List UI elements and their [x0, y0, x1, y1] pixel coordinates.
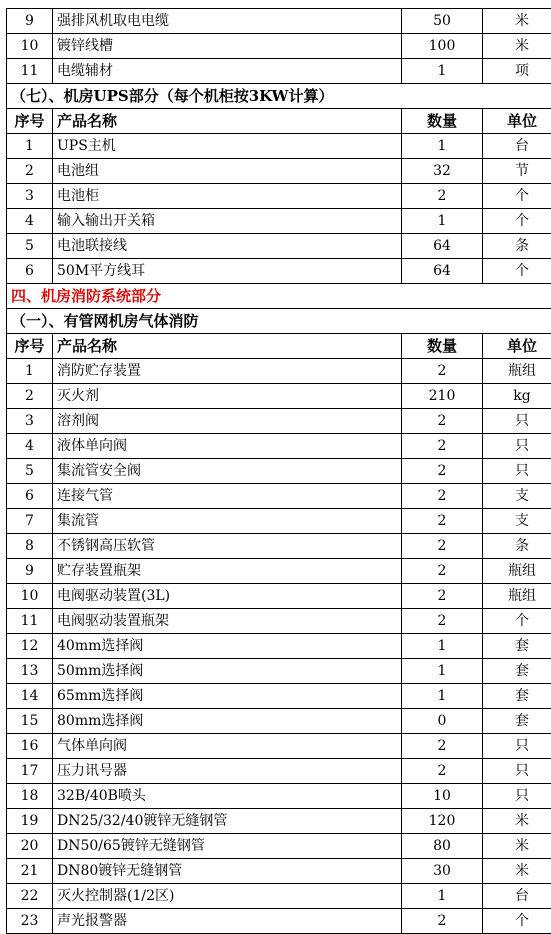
quantity-cell: 0: [402, 709, 483, 734]
unit-cell: 套: [483, 684, 551, 709]
table-row: [7, 909, 551, 934]
row-number-cell: 10: [7, 34, 53, 59]
product-name-cell: 集流管: [53, 509, 402, 534]
unit-cell: 项: [483, 59, 551, 84]
product-name-cell: 灭火剂: [53, 384, 402, 409]
unit-cell: 瓶组: [483, 584, 551, 609]
row-number-cell: 20: [7, 834, 53, 859]
product-name-cell: 声光报警器: [53, 909, 402, 934]
section-gas-fire: [7, 309, 551, 334]
row-number-cell: 7: [7, 509, 53, 534]
product-name-cell: 65mm选择阀: [53, 684, 402, 709]
table-row: [7, 359, 551, 384]
unit-cell: 瓶组: [483, 359, 551, 384]
section-gas-fire-title: （一）、有管网机房气体消防: [7, 309, 551, 334]
unit-cell: 条: [483, 534, 551, 559]
row-number-cell: 1: [7, 359, 53, 384]
row-number-cell: 12: [7, 634, 53, 659]
unit-cell: 米: [483, 9, 551, 34]
unit-cell: 支: [483, 484, 551, 509]
section-fire-system-title: 四、机房消防系统部分: [7, 284, 551, 309]
product-name-cell: 溶剂阀: [53, 409, 402, 434]
unit-cell: 台: [483, 884, 551, 909]
table-row: [7, 259, 551, 284]
table-row: [7, 509, 551, 534]
row-number-cell: 6: [7, 484, 53, 509]
product-name-cell: 不锈钢高压软管: [53, 534, 402, 559]
quantity-cell: 10: [402, 784, 483, 809]
quantity-cell: 2: [402, 734, 483, 759]
header-unit: 单位: [483, 109, 551, 134]
table-row: [7, 484, 551, 509]
table-row: [7, 559, 551, 584]
table-row: [7, 434, 551, 459]
table-row: [7, 384, 551, 409]
product-name-cell: 电阀驱动装置瓶架: [53, 609, 402, 634]
quantity-cell: 1: [402, 59, 483, 84]
section-ups: [7, 84, 551, 109]
quantity-cell: 2: [402, 184, 483, 209]
table-row: [7, 859, 551, 884]
product-name-cell: 消防贮存装置: [53, 359, 402, 384]
product-name-cell: 50mm选择阀: [53, 659, 402, 684]
product-name-cell: 强排风机取电电缆: [53, 9, 402, 34]
product-name-cell: 连接气管: [53, 484, 402, 509]
product-name-cell: 电池组: [53, 159, 402, 184]
table-row: [7, 234, 551, 259]
unit-cell: 个: [483, 609, 551, 634]
product-name-cell: 40mm选择阀: [53, 634, 402, 659]
quantity-cell: 64: [402, 234, 483, 259]
row-number-cell: 9: [7, 9, 53, 34]
product-name-cell: 电池联接线: [53, 234, 402, 259]
header-unit: 单位: [483, 334, 551, 359]
row-number-cell: 22: [7, 884, 53, 909]
quantity-cell: 1: [402, 209, 483, 234]
product-name-cell: 气体单向阀: [53, 734, 402, 759]
product-name-cell: 32B/40B喷头: [53, 784, 402, 809]
product-name-cell: DN80镀锌无缝钢管: [53, 859, 402, 884]
table-row: [7, 34, 551, 59]
quantity-cell: 120: [402, 809, 483, 834]
unit-cell: 节: [483, 159, 551, 184]
unit-cell: 瓶组: [483, 559, 551, 584]
row-number-cell: 5: [7, 234, 53, 259]
product-name-cell: DN25/32/40镀锌无缝钢管: [53, 809, 402, 834]
row-number-cell: 18: [7, 784, 53, 809]
unit-cell: 米: [483, 859, 551, 884]
unit-cell: 台: [483, 134, 551, 159]
table-row: [7, 734, 551, 759]
header-no: 序号: [7, 334, 53, 359]
row-number-cell: 13: [7, 659, 53, 684]
table-row: [7, 809, 551, 834]
table-row: [7, 59, 551, 84]
quantity-cell: 64: [402, 259, 483, 284]
unit-cell: kg: [483, 384, 551, 409]
unit-cell: 个: [483, 259, 551, 284]
row-number-cell: 11: [7, 59, 53, 84]
product-name-cell: 电池柜: [53, 184, 402, 209]
row-number-cell: 16: [7, 734, 53, 759]
unit-cell: 条: [483, 234, 551, 259]
section-fire-system: [7, 284, 551, 309]
table-row: [7, 759, 551, 784]
unit-cell: 只: [483, 784, 551, 809]
row-number-cell: 21: [7, 859, 53, 884]
row-number-cell: 10: [7, 584, 53, 609]
quantity-cell: 1: [402, 884, 483, 909]
row-number-cell: 6: [7, 259, 53, 284]
unit-cell: 个: [483, 909, 551, 934]
header-product-name: 产品名称: [53, 334, 402, 359]
unit-cell: 米: [483, 834, 551, 859]
product-name-cell: 压力讯号器: [53, 759, 402, 784]
product-name-cell: DN50/65镀锌无缝钢管: [53, 834, 402, 859]
quantity-cell: 2: [402, 509, 483, 534]
table-row: [7, 884, 551, 909]
quantity-cell: 1: [402, 634, 483, 659]
header-quantity: 数量: [402, 334, 483, 359]
table-row: [7, 584, 551, 609]
quantity-cell: 2: [402, 459, 483, 484]
row-number-cell: 1: [7, 134, 53, 159]
quantity-cell: 1: [402, 684, 483, 709]
table-row: [7, 684, 551, 709]
product-name-cell: 贮存装置瓶架: [53, 559, 402, 584]
table-row: [7, 834, 551, 859]
table-row: [7, 134, 551, 159]
table-row: [7, 459, 551, 484]
unit-cell: 个: [483, 184, 551, 209]
quantity-cell: 2: [402, 759, 483, 784]
row-number-cell: 8: [7, 534, 53, 559]
row-number-cell: 4: [7, 209, 53, 234]
unit-cell: 只: [483, 759, 551, 784]
quantity-cell: 100: [402, 34, 483, 59]
table-row: [7, 184, 551, 209]
unit-cell: 只: [483, 734, 551, 759]
row-number-cell: 4: [7, 434, 53, 459]
table-row: [7, 784, 551, 809]
product-name-cell: 电缆辅材: [53, 59, 402, 84]
unit-cell: 只: [483, 459, 551, 484]
quantity-cell: 80: [402, 834, 483, 859]
quantity-cell: 30: [402, 859, 483, 884]
quantity-cell: 210: [402, 384, 483, 409]
quantity-cell: 2: [402, 609, 483, 634]
row-number-cell: 3: [7, 184, 53, 209]
product-name-cell: 液体单向阀: [53, 434, 402, 459]
row-number-cell: 23: [7, 909, 53, 934]
quantity-cell: 2: [402, 409, 483, 434]
quantity-cell: 32: [402, 159, 483, 184]
quantity-cell: 2: [402, 359, 483, 384]
product-name-cell: 灭火控制器(1/2区): [53, 884, 402, 909]
header-product-name: 产品名称: [53, 109, 402, 134]
row-number-cell: 11: [7, 609, 53, 634]
row-number-cell: 3: [7, 409, 53, 434]
quantity-cell: 1: [402, 659, 483, 684]
unit-cell: 米: [483, 34, 551, 59]
unit-cell: 套: [483, 709, 551, 734]
product-name-cell: 电阀驱动装置(3L): [53, 584, 402, 609]
table-row: [7, 609, 551, 634]
unit-cell: 米: [483, 809, 551, 834]
row-number-cell: 2: [7, 384, 53, 409]
table-row: [7, 709, 551, 734]
quantity-cell: 2: [402, 559, 483, 584]
unit-cell: 个: [483, 209, 551, 234]
row-number-cell: 5: [7, 459, 53, 484]
table-row: [7, 9, 551, 34]
section-ups-title: （七）、机房UPS部分（每个机柜按3KW计算）: [7, 84, 551, 109]
column-header-row: [7, 109, 551, 134]
table-row: [7, 634, 551, 659]
header-quantity: 数量: [402, 109, 483, 134]
product-name-cell: 50M平方线耳: [53, 259, 402, 284]
row-number-cell: 2: [7, 159, 53, 184]
quantity-cell: 2: [402, 909, 483, 934]
equipment-table-body: [7, 9, 551, 934]
row-number-cell: 17: [7, 759, 53, 784]
row-number-cell: 14: [7, 684, 53, 709]
unit-cell: 支: [483, 509, 551, 534]
equipment-table: [6, 8, 551, 934]
table-row: [7, 534, 551, 559]
table-row: [7, 159, 551, 184]
table-row: [7, 209, 551, 234]
quantity-cell: 1: [402, 134, 483, 159]
product-name-cell: 输入输出开关箱: [53, 209, 402, 234]
unit-cell: 套: [483, 634, 551, 659]
column-header-row: [7, 334, 551, 359]
table-row: [7, 409, 551, 434]
unit-cell: 套: [483, 659, 551, 684]
quantity-cell: 50: [402, 9, 483, 34]
header-no: 序号: [7, 109, 53, 134]
row-number-cell: 9: [7, 559, 53, 584]
quantity-cell: 2: [402, 534, 483, 559]
product-name-cell: 80mm选择阀: [53, 709, 402, 734]
unit-cell: 只: [483, 409, 551, 434]
row-number-cell: 15: [7, 709, 53, 734]
quantity-cell: 2: [402, 484, 483, 509]
row-number-cell: 19: [7, 809, 53, 834]
table-row: [7, 659, 551, 684]
unit-cell: 只: [483, 434, 551, 459]
product-name-cell: UPS主机: [53, 134, 402, 159]
quantity-cell: 2: [402, 584, 483, 609]
product-name-cell: 镀锌线槽: [53, 34, 402, 59]
product-name-cell: 集流管安全阀: [53, 459, 402, 484]
quantity-cell: 2: [402, 434, 483, 459]
